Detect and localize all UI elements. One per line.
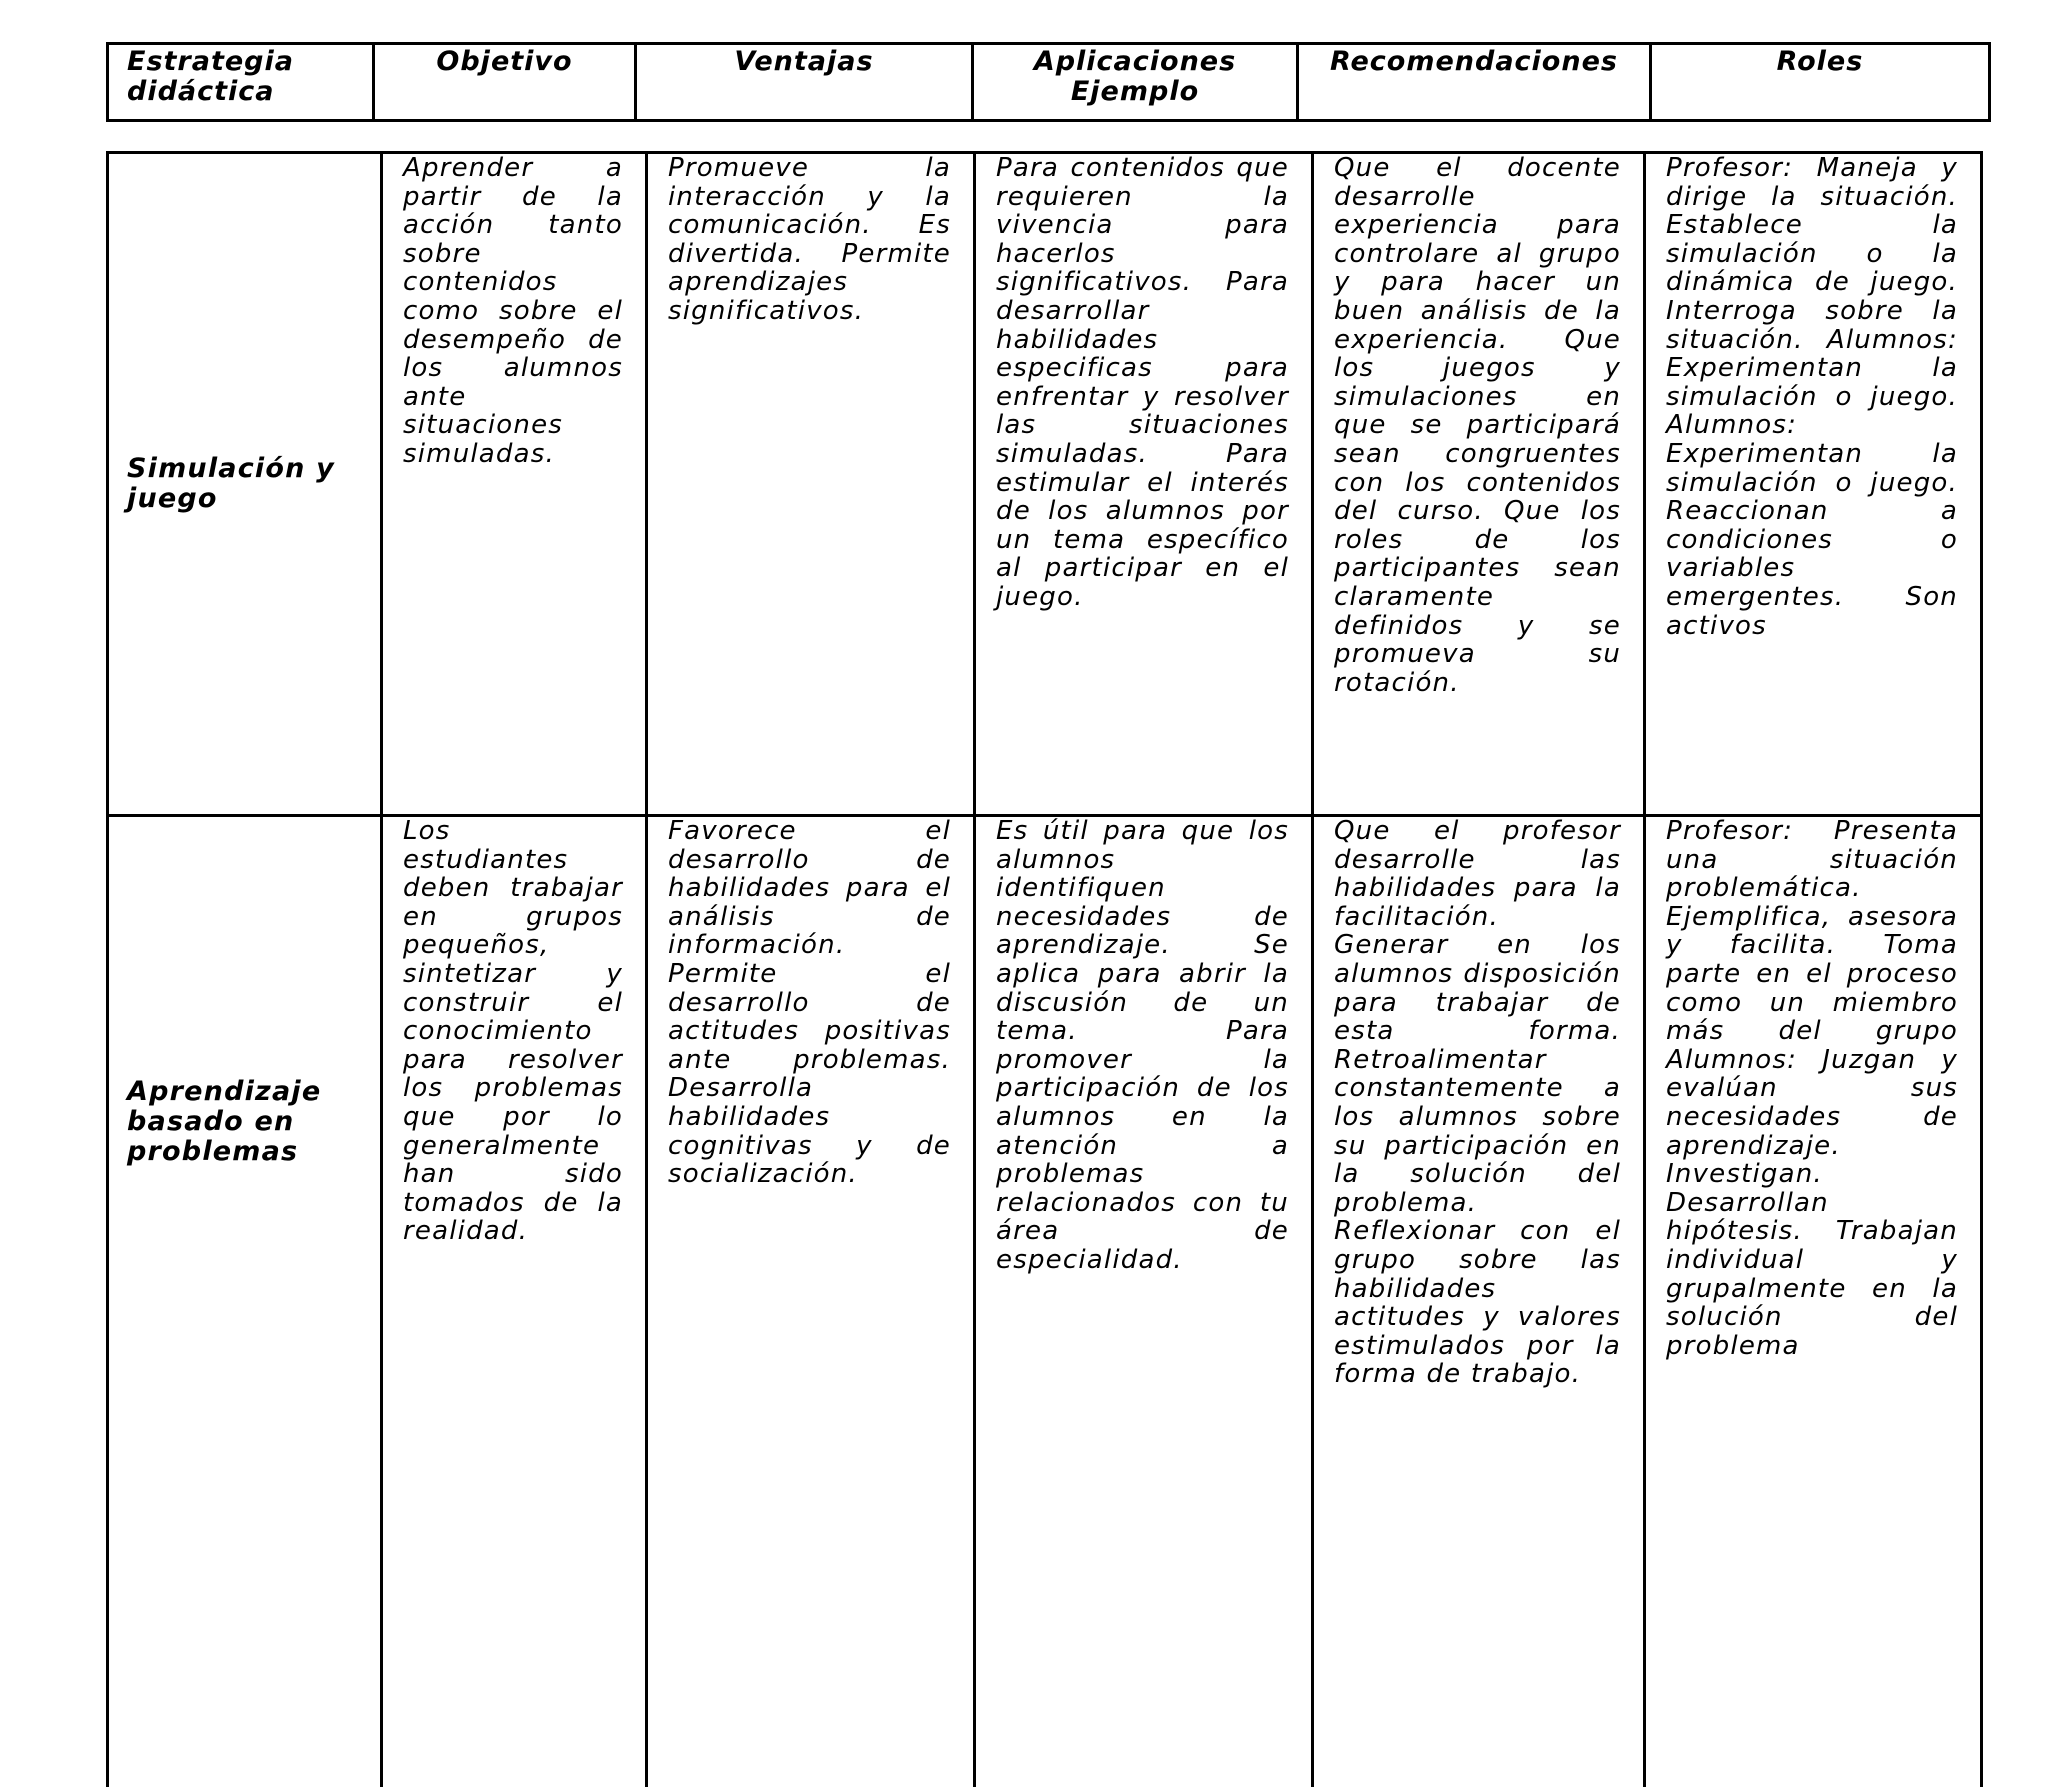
table-row	[108, 153, 1982, 816]
recomendaciones-cell: Que el docente desarrolle experiencia para controlare al grupo y para hacer un buen análisis de la experiencia. Que los juegos y simulaciones en que se participará sean congruentes con los contenidos del curso. Que los roles de los participantes sean claramente definidos y se promueva su rotación.	[1313, 153, 1645, 816]
roles-cell: Profesor: Presenta una situación problemática. Ejemplifica, asesora y facilita. Toma parte en el proceso como un miembro más del grupo Alumnos: Juzgan y evalúan sus necesidades de aprendizaje. Investigan. Desarrollan hipótesis. Trabajan individual y grupalmente en la solución del problema	[1645, 816, 1982, 1787]
objetivo-cell: Los estudiantes deben trabajar en grupos pequeños, sintetizar y construir el conocimiento para resolver los problemas que por lo generalmente han sido tomados de la realidad.	[382, 816, 647, 1787]
strategy-cell: Simulación y juego	[108, 153, 382, 816]
header-ventajas: Ventajas	[636, 44, 973, 121]
strategies-table	[106, 151, 1983, 1787]
header-row	[108, 44, 1990, 121]
strategy-cell: Aprendizaje basado en problemas	[108, 816, 382, 1787]
ventajas-cell: Promueve la interacción y la comunicación. Es divertida. Permite aprendizajes significativos.	[647, 153, 975, 816]
header-aplicaciones: Aplicaciones Ejemplo	[973, 44, 1298, 121]
roles-cell: Profesor: Maneja y dirige la situación. Establece la simulación o la dinámica de juego. Interroga sobre la situación. Alumnos: Experimentan la simulación o juego. Alumnos: Experimentan la simulación o juego. Reaccionan a condiciones o variables emergentes. Son activos	[1645, 153, 1982, 816]
header-objetivo: Objetivo	[374, 44, 636, 121]
header-table	[106, 42, 1991, 122]
recomendaciones-cell: Que el profesor desarrolle las habilidades para la facilitación. Generar en los alumnos disposición para trabajar de esta forma. Retroalimentar constantemente a los alumnos sobre su participación en la solución del problema. Reflexionar con el grupo sobre las habilidades actitudes y valores estimulados por la forma de trabajo.	[1313, 816, 1645, 1787]
header-strategy: Estrategia didáctica	[108, 44, 374, 121]
ventajas-cell: Favorece el desarrollo de habilidades para el análisis de información. Permite el desarrollo de actitudes positivas ante problemas. Desarrolla habilidades cognitivas y de socialización.	[647, 816, 975, 1787]
header-recomendaciones: Recomendaciones	[1298, 44, 1651, 121]
objetivo-cell: Aprender a partir de la acción tanto sobre contenidos como sobre el desempeño de los alumnos ante situaciones simuladas.	[382, 153, 647, 816]
header-roles: Roles	[1651, 44, 1990, 121]
table-row	[108, 816, 1982, 1787]
aplicaciones-cell: Es útil para que los alumnos identifiquen necesidades de aprendizaje. Se aplica para abrir la discusión de un tema. Para promover la participación de los alumnos en la atención a problemas relacionados con tu área de especialidad.	[975, 816, 1313, 1787]
aplicaciones-cell: Para contenidos que requieren la vivencia para hacerlos significativos. Para desarrollar habilidades especificas para enfrentar y resolver las situaciones simuladas. Para estimular el interés de los alumnos por un tema específico al participar en el juego.	[975, 153, 1313, 816]
